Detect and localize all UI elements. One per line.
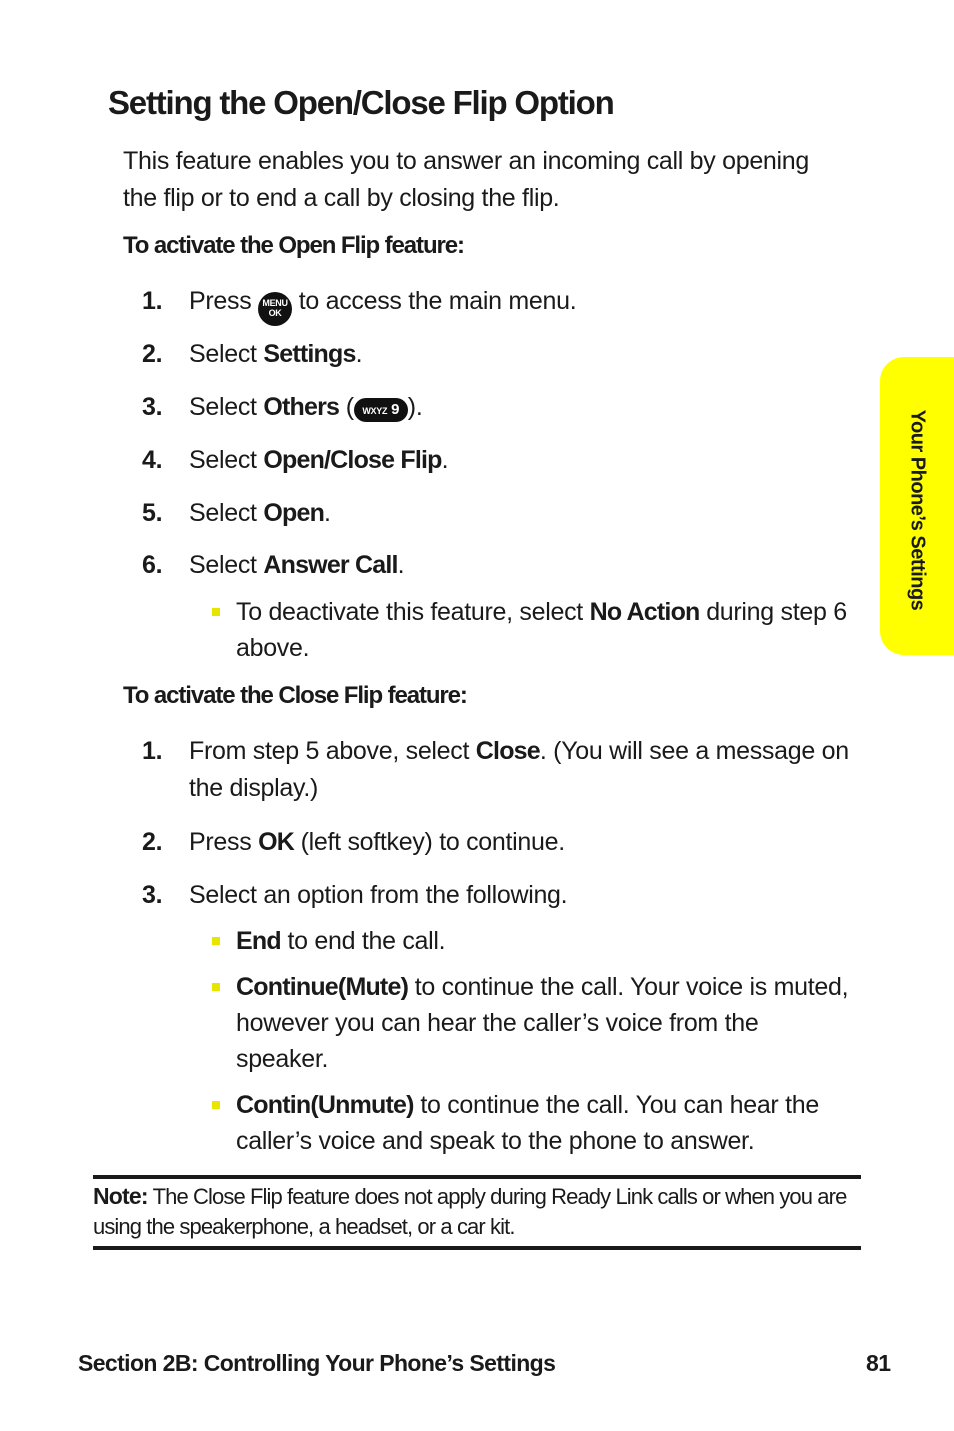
open-flip-heading: To activate the Open Flip feature: (123, 232, 464, 259)
option-name: Contin(Unmute) (236, 1091, 414, 1119)
step-number: 1. (142, 287, 163, 315)
step-number: 6. (142, 551, 163, 579)
option-name: Others (263, 393, 340, 421)
note-top-rule (93, 1175, 861, 1179)
option-name: End (236, 927, 281, 955)
bullet-square-icon (212, 983, 220, 991)
bullet-square-icon (212, 937, 220, 945)
note-label: Note: (93, 1183, 148, 1209)
step-text: to access the main menu. (298, 287, 577, 315)
nine-key-icon: WXYZ 9 (354, 398, 408, 422)
step-number: 4. (142, 446, 163, 474)
option-name: Open/Close Flip (263, 446, 442, 474)
option-name: Close (475, 737, 540, 765)
step-number: 3. (142, 393, 163, 421)
page-title: Setting the Open/Close Flip Option (108, 84, 614, 121)
step-number: 1. (142, 737, 163, 765)
footer-section-title: Section 2B: Controlling Your Phone’s Settings (78, 1350, 556, 1376)
page-number: 81 (866, 1350, 891, 1376)
bullet-square-icon (212, 1101, 220, 1109)
step-number: 3. (142, 881, 163, 909)
note-bottom-rule (93, 1246, 861, 1250)
option-name: Continue(Mute) (236, 973, 409, 1001)
bullet-square-icon (212, 608, 220, 616)
close-flip-heading: To activate the Close Flip feature: (123, 682, 467, 709)
option-name: OK (258, 828, 294, 856)
note-box (93, 1181, 861, 1242)
step-text: Press (189, 287, 252, 315)
step-number: 5. (142, 499, 163, 527)
menu-ok-key-icon: MENU OK (258, 292, 292, 326)
option-name: No Action (589, 598, 700, 626)
step-number: 2. (142, 340, 163, 368)
option-name: Answer Call (263, 551, 398, 579)
note-text: The Close Flip feature does not apply during Ready Link calls or when you are using the speakerphone, a headset, or a car kit. (93, 1184, 847, 1239)
option-name: Settings (263, 340, 356, 368)
side-tab-label: Your Phone’s Settings (906, 409, 929, 611)
step-number: 2. (142, 828, 163, 856)
option-name: Open (263, 499, 325, 527)
intro-paragraph: This feature enables you to answer an incoming call by opening the flip or to end a call by closing the flip. (123, 147, 809, 212)
